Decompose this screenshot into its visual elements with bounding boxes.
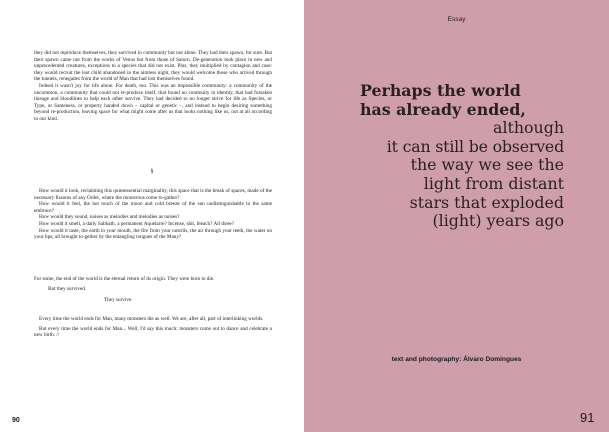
paragraph: But every time the world ends for Man... Well, I'd say this much: monsters come out to dance and celebrate a new birth. // <box>34 325 272 339</box>
paragraph: they did not reproduce themselves, they survived in community but not alone. They had their spawn, for sure. But their spawn came not from the works of Venus but from those of Saturn. De-generation took place in new and unprecedented creatures, exceptions to a species that did not exist. Plus, they multiplied by contagion and case: they would recruit the lost child abandoned in the aimless night, they would welcome those who arrived through the tunnels, renegades from the world of Man that had lost themselves found. <box>34 50 272 83</box>
pull-quote-line: although <box>493 118 564 138</box>
paragraph: Every time the world ends for Man, many monsters die as well. We are, after all, part of interlinking worlds. <box>39 316 264 322</box>
running-head: Essay <box>447 16 466 23</box>
text-block-top <box>34 50 272 123</box>
section-mark: § <box>150 169 154 175</box>
paragraph: How would they sound, noises as melodies and melodies as noises? <box>39 214 180 221</box>
left-page <box>0 0 304 432</box>
pull-quote-line: Perhaps the world <box>360 81 521 100</box>
pull-quote-line: it can still be observed <box>386 136 564 156</box>
paragraph: How would it taste, the earth in your mouth, the fire from your nostrils, the air through your teeth, the water on your lips, all brought to-gether by the entangling tongues of the Many? <box>34 227 272 241</box>
paragraph: Indeed it wasn't joy for life alone. For death, too. This was an impossible community: a community of the uncommon, a community that could not re-produce itself, that found no continuity in identity, that had forsaken lineage and bloodlines to help each other survive. They had decided to no longer strive for life as Species, or Type, or Sameness, or property handed down – capital or genetic –, and instead to begin desiring something beyond re-production, leaving space for what might come after us that looks nothing like us, not at all according to our kind. <box>34 82 272 122</box>
byline: text and photography: Álvaro Domingues <box>391 356 522 363</box>
pull-quote-line: (light) years ago <box>432 211 564 231</box>
pull-quote <box>360 82 564 231</box>
paragraph-end-of-world: For some, the end of the world is the eternal return of its origin. They were born to die. <box>34 276 215 282</box>
text-block-bottom <box>34 316 272 339</box>
pull-quote-line: stars that exploded <box>409 192 564 212</box>
pull-quote-line: the way we see the <box>410 155 564 175</box>
paragraph: How would it smell, a daily Sabbath, a permanent Aquelarre? Incense, shit, bleach? All three? <box>39 220 235 227</box>
right-page <box>304 0 609 432</box>
page-number-left: 90 <box>12 417 20 424</box>
paragraph: How would it look, reclaiming this quintessential marginality, this space that is the break of spaces, made of the necessary fissures of any Order, where the monstrous come to-gather? <box>34 188 272 201</box>
pull-quote-line: has already ended, <box>360 99 526 119</box>
line-they-survive: They survive. <box>104 297 133 303</box>
pull-quote-line: light from distant <box>423 173 564 193</box>
paragraph: How would it feel, the hot touch of the moon and cold breeze of the sun undistinguishable to the same embrace? <box>34 201 272 214</box>
text-block-middle <box>34 188 272 241</box>
line-but-they-survived: But they survived. <box>48 286 87 292</box>
page-number-right: 91 <box>580 410 595 425</box>
